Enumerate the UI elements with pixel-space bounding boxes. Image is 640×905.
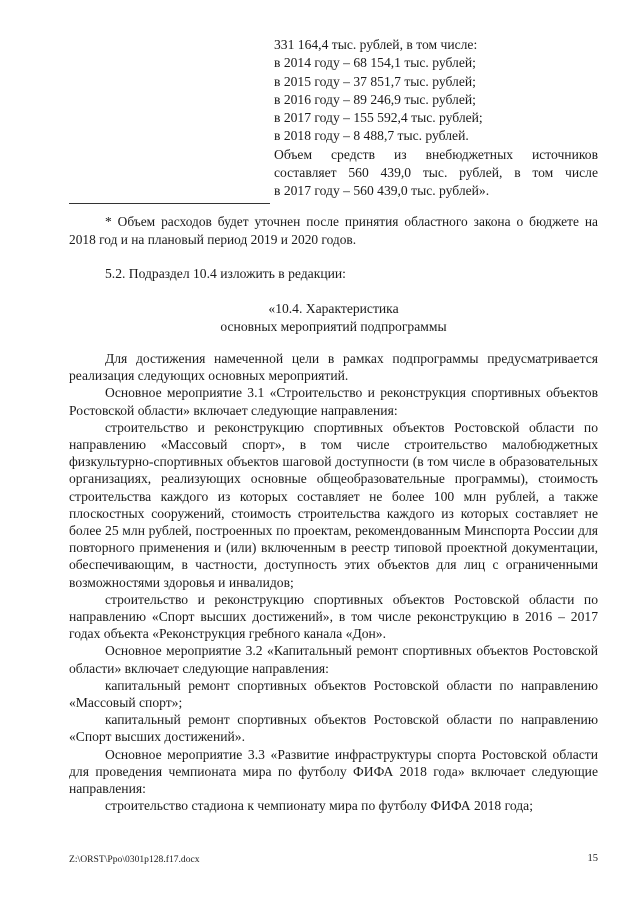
file-path: Z:\ORST\Ppo\0301p128.f17.docx: [69, 854, 200, 865]
funding-line: в 2015 году – 37 851,7 тыс. рублей;: [274, 73, 476, 89]
funding-line: 331 164,4 тыс. рублей, в том числе:: [274, 37, 478, 52]
paragraph: Основное мероприятие 3.3 «Развитие инфраструктуры спорта Ростовской области для проведения чемпионата мира по футболу ФИФА 2018 года» включает следующие направления:: [69, 746, 598, 797]
paragraph: капитальный ремонт спортивных объектов Ростовской области по направлению «Спорт высших достижений».: [69, 712, 598, 745]
section-instruction-text: 5.2. Подраздел 10.4 изложить в редакции:: [105, 266, 346, 281]
subsection-heading: [69, 300, 598, 336]
funding-line: в 2014 году – 68 154,1 тыс. рублей;: [274, 55, 476, 71]
extra-funding-line: Объем средств из внебюджетных источников: [274, 146, 598, 162]
paragraph: строительство и реконструкцию спортивных объектов Ростовской области по направлению «Спорт высших достижений», в том числе реконструкцию в 2016 – 2017 годах объекта «Реконструкция гребного канала «Дон».: [69, 591, 598, 642]
page-number: 15: [587, 853, 598, 864]
funding-line: в 2018 году – 8 488,7 тыс. рублей.: [274, 128, 469, 144]
funding-block: [274, 36, 598, 201]
funding-line: в 2016 году – 89 246,9 тыс. рублей;: [274, 91, 476, 107]
subsection-heading-line: «10.4. Характеристика: [268, 301, 399, 316]
paragraph: Для достижения намеченной цели в рамках подпрограммы предусматривается реализация следующих основных мероприятий.: [69, 351, 598, 384]
paragraph: строительство и реконструкцию спортивных объектов Ростовской области по направлению «Массовый спорт», в том числе строительство малобюджетных физкультурно-спортивных объектов шаговой доступности (в том числе в образовательных организациях, реализующих основные общеобразовательные программы), стоимость строительства каждого из которых составляет не более 100 млн рублей, а также плоскостных сооружений, стоимость строительства каждого из которых составляет не более 25 млн рублей, построенных по проектам, рекомендованным Минспорта России для повторного применения и (или) включенным в реестр типовой проектной документации, обеспечивающим, в частности, доступность этих объектов для лиц с ограниченными возможностями здоровья и инвалидов;: [69, 419, 598, 590]
paragraph: Основное мероприятие 3.2 «Капитальный ремонт спортивных объектов Ростовской области» включает следующие направления:: [69, 643, 598, 676]
footnote-divider: [69, 203, 270, 204]
paragraph: строительство стадиона к чемпионату мира по футболу ФИФА 2018 года;: [105, 798, 533, 814]
funding-line: в 2017 году – 155 592,4 тыс. рублей;: [274, 110, 483, 126]
main-text: [69, 350, 598, 814]
paragraph: капитальный ремонт спортивных объектов Ростовской области по направлению «Массовый спорт»;: [69, 677, 598, 711]
extra-funding-line: в 2017 году – 560 439,0 тыс. рублей».: [274, 183, 490, 199]
paragraph: Основное мероприятие 3.1 «Строительство и реконструкция спортивных объектов Ростовской области» включает следующие направления:: [69, 385, 598, 418]
section-instruction: [69, 265, 598, 282]
subsection-heading-line: основных мероприятий подпрограммы: [220, 319, 447, 334]
footnote-text: * Объем расходов будет уточнен после принятия областного закона о бюджете на 2018 год и на плановый период 2019 и 2020 годов.: [69, 214, 598, 247]
footnote: [69, 213, 598, 248]
extra-funding-line: составляет 560 439,0 тыс. рублей, в том числе: [274, 165, 598, 181]
